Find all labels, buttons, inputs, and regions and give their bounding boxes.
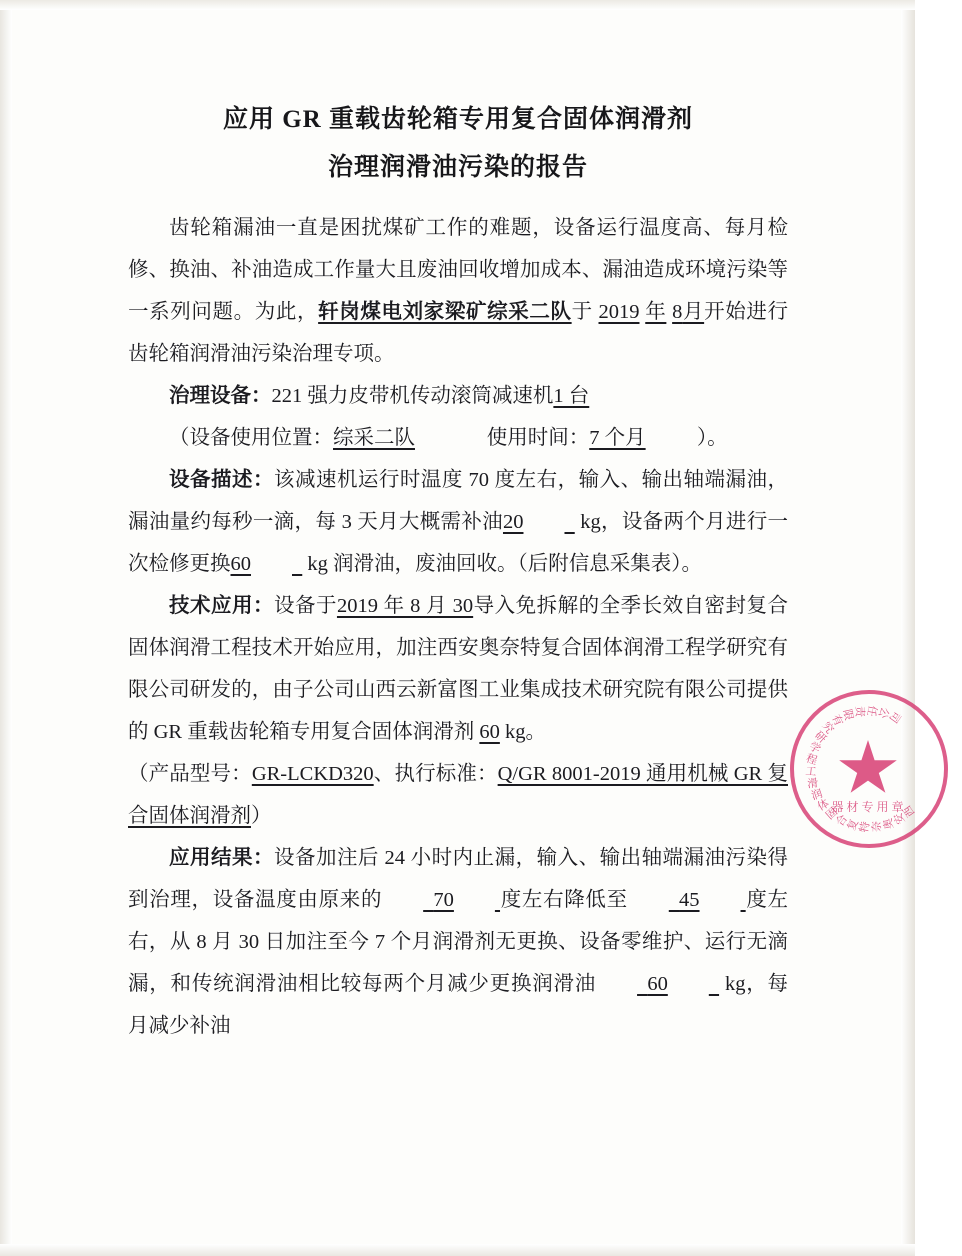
description-oil-change: 60 [230, 553, 251, 576]
document-title-line2: 治理润滑油污染的报告 [327, 153, 588, 181]
description-text-3: kg 润滑油，废油回收。（后附信息采集表）。 [307, 553, 702, 576]
intro-year-unit: 年 [645, 301, 667, 324]
location-prefix: （设备使用位置： [169, 427, 333, 450]
scan-edge-bottom [0, 1244, 915, 1256]
product-mid: 、执行标准： [373, 763, 498, 786]
paragraph-equipment [128, 375, 788, 417]
intro-tail: 开始进行齿轮箱润滑油污染治理专项。 [128, 301, 788, 366]
paragraph-description [128, 459, 788, 585]
result-oil-saved: 60 [647, 973, 668, 996]
product-model: GR-LCKD320 [251, 763, 374, 786]
intro-mid: 于 [571, 301, 593, 324]
result-text-4: kg，每月减少补油 [128, 973, 789, 1038]
intro-year: 2019 [598, 301, 640, 324]
scan-edge-left [0, 0, 12, 1256]
intro-unit-name: 轩岗煤电刘家梁矿综采二队 [318, 301, 572, 324]
result-label: 应用结果： [169, 847, 274, 870]
seal-sub-text: 器材专用章 [831, 800, 907, 814]
seal-arc-text: 西 安 奥 奈 特 复 合 固 体 润 滑 工 程 学 研 究 有 限 责 任 公 司 [804, 704, 918, 834]
description-text-2: kg，设备两个月进行一次检修更换 [128, 511, 789, 576]
scan-edge-right [901, 0, 915, 1256]
technology-text-3: kg。 [504, 721, 546, 744]
seal-star-icon [838, 740, 898, 798]
technology-text-2: 导入免拆解的全季长效自密封复合固体润滑工程技术开始应用，加注西安奥奈特复合固体润滑工程学研究有限公司研发的，由子公司山西云新富图工业集成技术研究院有限公司提供的 GR 重载齿轮箱专用复合固体润滑剂 [128, 595, 789, 744]
official-seal-stamp [790, 690, 962, 862]
product-standard: Q/GR 8001-2019 通用机械 GR 复合固体润滑剂 [128, 763, 788, 828]
usetime-value: 7 个月 [589, 427, 646, 450]
document-body [128, 96, 788, 1047]
location-suffix: ）。 [696, 427, 728, 450]
paragraph-intro [128, 207, 788, 375]
technology-date: 2019 年 8 月 30 [336, 595, 474, 618]
intro-text-1: 齿轮箱漏油一直是困扰煤矿工作的难题，设备运行温度高、每月检修、换油、补油造成工作量大且废油回收增加成本、漏油造成环境污染等一系列问题。为此， [128, 217, 788, 324]
technology-text-1: 设备于 [273, 595, 337, 618]
usetime-label: 使用时间： [486, 427, 590, 450]
technology-amount: 60 [479, 721, 500, 744]
document-title-line1: 应用 GR 重载齿轮箱专用复合固体润滑剂 [222, 106, 693, 133]
paragraph-product [128, 753, 788, 837]
location-value: 综采二队 [333, 427, 415, 450]
technology-label: 技术应用： [169, 595, 274, 618]
description-oil-add: 20 [502, 511, 524, 534]
result-temp-before: 70 [433, 889, 454, 912]
result-text-1: 设备加注后 24 小时内止漏，输入、输出轴端漏油污染得到治理，设备温度由原来的 [128, 847, 789, 912]
scan-edge-top [0, 0, 915, 10]
description-label: 设备描述： [169, 469, 274, 492]
result-text-3: 度左右，从 8 月 30 日加注至今 7 个月润滑剂无更换、设备零维护、运行无滴漏，和传统润滑油相比较每两个月减少更换润滑油 [128, 889, 789, 996]
equipment-count: 1 台 [553, 385, 590, 408]
equipment-label: 治理设备： [169, 385, 272, 408]
product-suffix: ） [251, 805, 272, 828]
intro-month: 8 [672, 301, 683, 324]
paragraph-location [128, 417, 788, 459]
equipment-text: 221 强力皮带机传动滚筒减速机 [271, 385, 554, 408]
result-temp-after: 45 [679, 889, 700, 912]
paragraph-result [128, 837, 788, 1047]
seal-outer-circle [790, 690, 948, 848]
product-prefix: （产品型号： [128, 763, 252, 786]
result-text-2: 度左右降低至 [500, 889, 628, 912]
description-text-1: 该减速机运行时温度 70 度左右，输入、输出轴端漏油，漏油量约每秒一滴，每 3 天月大概需补油 [128, 469, 789, 534]
intro-month-unit: 月 [682, 301, 705, 324]
paragraph-technology [128, 585, 788, 753]
